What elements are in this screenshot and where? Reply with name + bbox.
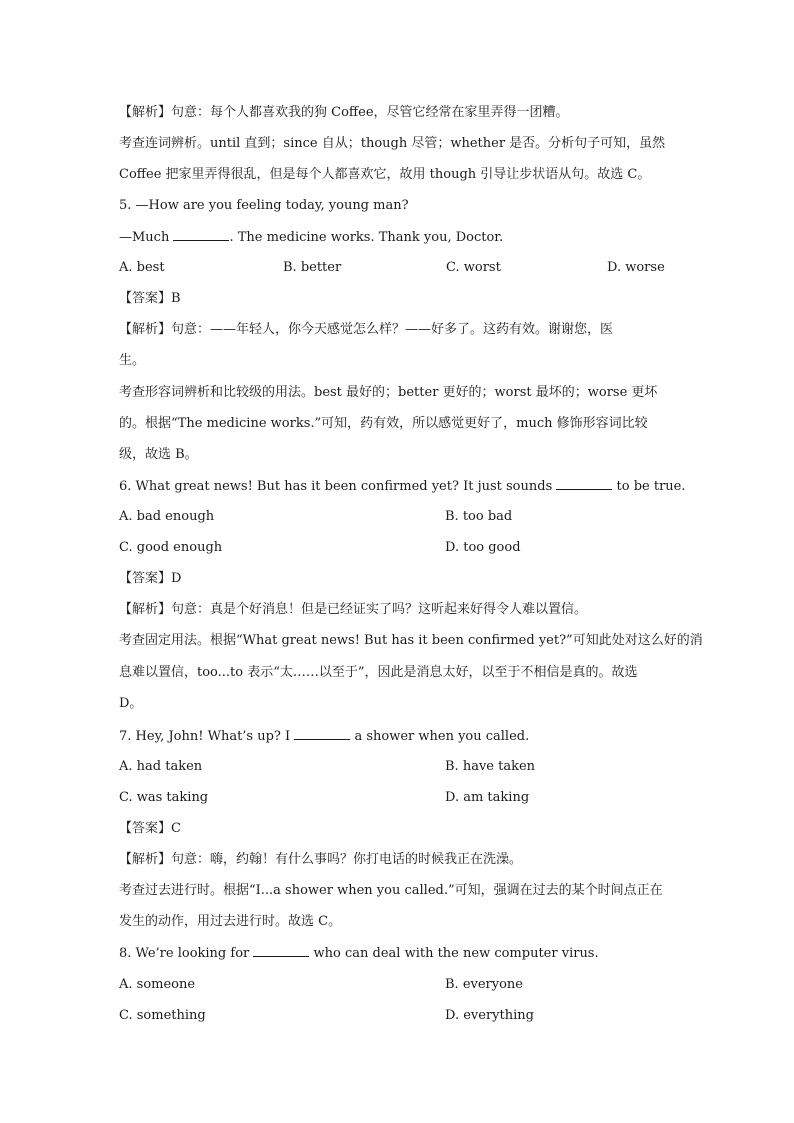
question-6-text-pre: 6. What great news! But has it been confirmed yet? It just sounds <box>119 479 553 494</box>
option-5b: B. better <box>283 260 342 275</box>
question-8-text-pre: 8. We’re looking for <box>119 946 250 961</box>
option-8d: D. everything <box>445 1008 534 1023</box>
analysis-6-line4: D。 <box>119 696 143 711</box>
question-5-text-post: . The medicine works. Thank you, Doctor. <box>229 230 504 245</box>
analysis-7-line2: 考查过去进行时。根据“I...a shower when you called.”可知，强调在过去的某个时间点正在 <box>119 883 663 898</box>
answer-6: 【答案】D <box>119 571 182 586</box>
option-6c: C. good enough <box>119 540 223 555</box>
answer-blank <box>294 727 350 740</box>
analysis-5-line2: 生。 <box>119 353 146 368</box>
option-7b: B. have taken <box>445 759 536 774</box>
option-7a: A. had taken <box>119 759 203 774</box>
analysis-5-line1: 【解析】句意：——年轻人，你今天感觉怎么样？——好多了。这药有效。谢谢您，医 <box>119 322 614 337</box>
answer-7: 【答案】C <box>119 821 181 836</box>
option-8b: B. everyone <box>445 977 523 992</box>
analysis-q4-line1: 【解析】句意：每个人都喜欢我的狗 Coffee，尽管它经常在家里弄得一团糟。 <box>119 105 569 120</box>
option-5a: A. best <box>119 260 165 275</box>
analysis-5-line5: 级，故选 B。 <box>119 447 198 462</box>
answer-blank <box>556 477 612 490</box>
analysis-q4-line3: Coffee 把家里弄得很乱，但是每个人都喜欢它，故用 though 引导让步状语从句。故选 C。 <box>119 167 651 182</box>
analysis-5-line3: 考查形容词辨析和比较级的用法。best 最好的；better 更好的；worst 最坏的；worse 更坏 <box>119 385 658 400</box>
question-6 <box>119 477 686 496</box>
option-6d: D. too good <box>445 540 521 555</box>
analysis-6-line3: 息难以置信，too...to 表示“太……以至于”，因此是消息太好，以至于不相信是真的。故选 <box>119 665 638 680</box>
analysis-5-line4: 的。根据“The medicine works.”可知，药有效，所以感觉更好了，much 修饰形容词比较 <box>119 416 648 431</box>
option-7c: C. was taking <box>119 790 209 805</box>
analysis-7-line3: 发生的动作，用过去进行时。故选 C。 <box>119 914 342 929</box>
question-5: 5. —How are you feeling today, young man? <box>119 198 409 213</box>
question-7-text-pre: 7. Hey, John! What’s up? I <box>119 729 291 744</box>
option-7d: D. am taking <box>445 790 530 805</box>
answer-5: 【答案】B <box>119 291 181 306</box>
question-7 <box>119 727 679 746</box>
analysis-q4-line2: 考查连词辨析。until 直到；since 自从；though 尽管；whether 是否。分析句子可知，虽然 <box>119 136 666 151</box>
question-6-text-post: to be true. <box>616 479 686 494</box>
option-6b: B. too bad <box>445 509 513 524</box>
option-8c: C. something <box>119 1008 206 1023</box>
question-8-text-post: who can deal with the new computer virus. <box>313 946 599 961</box>
analysis-6-line1: 【解析】句意：真是个好消息！但是已经证实了吗？这听起来好得令人难以置信。 <box>119 602 588 617</box>
analysis-6-line2: 考查固定用法。根据“What great news! But has it been confirmed yet?”可知此处对这么好的消 <box>119 633 703 648</box>
question-5-line2 <box>119 228 679 247</box>
answer-blank <box>173 228 229 241</box>
option-5c: C. worst <box>446 260 501 275</box>
question-5-text-pre: —Much <box>119 230 170 245</box>
question-8 <box>119 944 679 963</box>
option-6a: A. bad enough <box>119 509 215 524</box>
question-7-text-post: a shower when you called. <box>354 729 530 744</box>
analysis-7-line1: 【解析】句意：嗨，约翰！有什么事吗？你打电话的时候我正在洗澡。 <box>119 852 523 867</box>
option-8a: A. someone <box>119 977 196 992</box>
answer-blank <box>253 944 309 957</box>
option-5d: D. worse <box>607 260 665 275</box>
